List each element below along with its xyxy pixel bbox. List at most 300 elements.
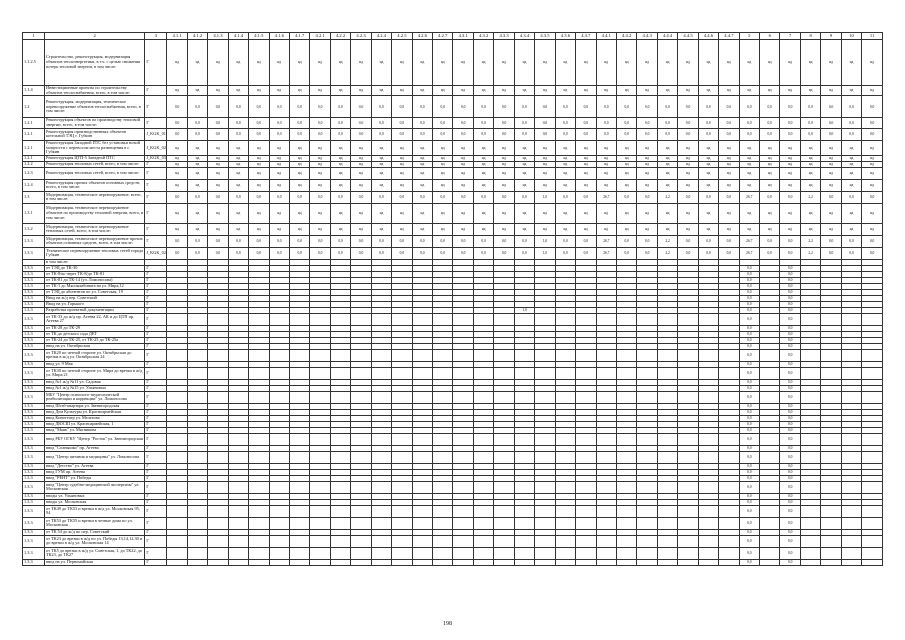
row-unit: Г bbox=[145, 469, 167, 475]
value-cell: нд bbox=[678, 140, 698, 155]
value-cell bbox=[637, 535, 657, 547]
value-cell bbox=[187, 367, 207, 379]
value-cell bbox=[862, 433, 883, 445]
value-cell: 0,0 bbox=[780, 547, 800, 559]
value-cell bbox=[494, 451, 514, 463]
value-cell bbox=[433, 559, 453, 565]
row-name: в том числе: bbox=[45, 259, 145, 265]
value-cell: 0,0 bbox=[760, 235, 780, 247]
value-cell: 0,0 bbox=[739, 391, 759, 403]
value-cell: 0,0 bbox=[310, 118, 330, 128]
value-cell bbox=[453, 451, 473, 463]
value-cell: нд bbox=[678, 203, 698, 223]
value-cell bbox=[841, 481, 861, 493]
value-cell: нд bbox=[228, 140, 248, 155]
value-cell: нд bbox=[433, 179, 453, 191]
value-cell bbox=[657, 481, 677, 493]
value-cell bbox=[535, 313, 555, 325]
value-cell: нд bbox=[228, 40, 248, 86]
value-cell: 0,0 bbox=[862, 191, 883, 203]
value-cell: нд bbox=[310, 155, 330, 161]
row-name: Реконструкция, модернизация, техническое перевооружение объектов теплоснабжения, всего, в том числе: bbox=[45, 96, 145, 118]
value-cell: нд bbox=[494, 179, 514, 191]
value-cell: нд bbox=[800, 167, 820, 179]
value-cell: 0,0 bbox=[330, 96, 350, 118]
value-cell: 0,0 bbox=[167, 96, 187, 118]
value-cell: 0,0 bbox=[698, 118, 718, 128]
value-cell bbox=[433, 517, 453, 529]
value-cell: 0,0 bbox=[862, 235, 883, 247]
value-cell bbox=[678, 481, 698, 493]
value-cell: 0,0 bbox=[780, 118, 800, 128]
value-cell bbox=[841, 451, 861, 463]
value-cell: нд bbox=[167, 40, 187, 86]
value-cell bbox=[167, 367, 187, 379]
row-name: ввод "Центр судебно-медицинской экспертизы" ул. Московская bbox=[45, 481, 145, 493]
value-cell bbox=[719, 367, 739, 379]
value-cell: нд bbox=[187, 140, 207, 155]
row-name: вводы ул. Московская bbox=[45, 499, 145, 505]
value-cell: 0,0 bbox=[453, 191, 473, 203]
value-cell: 0,0 bbox=[780, 128, 800, 140]
value-cell bbox=[187, 313, 207, 325]
value-cell: 0,0 bbox=[739, 421, 759, 427]
value-cell: 26,7 bbox=[739, 191, 759, 203]
value-cell bbox=[760, 451, 780, 463]
value-cell: 0,0 bbox=[167, 191, 187, 203]
row-code: 1.2 bbox=[23, 96, 45, 118]
value-cell: 0,0 bbox=[862, 128, 883, 140]
row-code: 1.3.3 bbox=[23, 409, 45, 415]
value-cell bbox=[616, 391, 636, 403]
value-cell bbox=[208, 505, 228, 517]
value-cell: 0,0 bbox=[289, 96, 309, 118]
value-cell bbox=[473, 481, 493, 493]
row-name: Реконструкция объектов по производству тепловой энергии, всего, в том числе: bbox=[45, 118, 145, 128]
value-cell bbox=[514, 391, 534, 403]
value-cell: 0,0 bbox=[841, 247, 861, 259]
row-unit: J_KGK_02 bbox=[145, 140, 167, 155]
value-cell: 0,0 bbox=[289, 247, 309, 259]
value-cell bbox=[862, 367, 883, 379]
value-cell: нд bbox=[576, 140, 596, 155]
value-cell: нд bbox=[473, 155, 493, 161]
row-unit: Г bbox=[145, 337, 167, 343]
value-cell bbox=[473, 559, 493, 565]
row-name: от ТК23 до врезки в ж/д по ул. Победы 13,14,12,30 и до врезки в ж/д ул. Московская 14 bbox=[45, 535, 145, 547]
row-unit: Г bbox=[145, 277, 167, 283]
value-cell: 0,0 bbox=[780, 499, 800, 505]
row-code: 1.3.3 bbox=[23, 415, 45, 421]
value-cell bbox=[800, 481, 820, 493]
header-cell: 5 bbox=[739, 33, 759, 40]
value-cell: 0,0 bbox=[800, 96, 820, 118]
value-cell bbox=[208, 535, 228, 547]
value-cell: 0,0 bbox=[555, 118, 575, 128]
value-cell bbox=[800, 391, 820, 403]
value-cell bbox=[208, 559, 228, 565]
value-cell bbox=[637, 433, 657, 445]
value-cell bbox=[862, 535, 883, 547]
value-cell: нд bbox=[555, 155, 575, 161]
header-cell: 4.1.3 bbox=[208, 33, 228, 40]
value-cell: нд bbox=[208, 40, 228, 86]
table-row bbox=[23, 547, 883, 559]
row-code: 1.2.4 bbox=[23, 179, 45, 191]
value-cell: нд bbox=[494, 161, 514, 167]
value-cell: 0,0 bbox=[780, 277, 800, 283]
value-cell: нд bbox=[657, 203, 677, 223]
value-cell: 0,0 bbox=[473, 247, 493, 259]
value-cell: 0,0 bbox=[780, 289, 800, 295]
value-cell: нд bbox=[739, 140, 759, 155]
value-cell bbox=[841, 313, 861, 325]
value-cell: 1,0 bbox=[535, 247, 555, 259]
value-cell: нд bbox=[453, 223, 473, 235]
value-cell bbox=[351, 349, 371, 361]
value-cell: 0,0 bbox=[739, 451, 759, 463]
value-cell: нд bbox=[310, 40, 330, 86]
table-row bbox=[23, 349, 883, 361]
value-cell: нд bbox=[351, 161, 371, 167]
value-cell: нд bbox=[167, 155, 187, 161]
value-cell bbox=[208, 313, 228, 325]
value-cell: 0,0 bbox=[208, 235, 228, 247]
row-code: 1.3.3 bbox=[23, 463, 45, 469]
value-cell: нд bbox=[228, 155, 248, 161]
value-cell bbox=[371, 481, 391, 493]
row-name: Реконструкция ЦТП-5 Западной ПТС bbox=[45, 155, 145, 161]
value-cell bbox=[637, 517, 657, 529]
value-cell: нд bbox=[208, 223, 228, 235]
value-cell bbox=[310, 517, 330, 529]
value-cell: нд bbox=[657, 140, 677, 155]
value-cell: 0,0 bbox=[780, 96, 800, 118]
value-cell: нд bbox=[616, 86, 636, 96]
value-cell: нд bbox=[596, 161, 616, 167]
value-cell bbox=[473, 517, 493, 529]
value-cell: нд bbox=[453, 161, 473, 167]
value-cell: нд bbox=[433, 223, 453, 235]
value-cell bbox=[800, 505, 820, 517]
header-cell: 4.3.3 bbox=[494, 33, 514, 40]
value-cell bbox=[208, 547, 228, 559]
value-cell bbox=[535, 451, 555, 463]
value-cell bbox=[821, 481, 841, 493]
row-unit: Г bbox=[145, 167, 167, 179]
value-cell: нд bbox=[596, 140, 616, 155]
value-cell bbox=[535, 391, 555, 403]
value-cell bbox=[760, 313, 780, 325]
value-cell: 0,0 bbox=[739, 367, 759, 379]
value-cell: нд bbox=[289, 161, 309, 167]
value-cell: нд bbox=[371, 86, 391, 96]
value-cell bbox=[576, 313, 596, 325]
value-cell: 0,0 bbox=[351, 247, 371, 259]
value-cell: 0,0 bbox=[739, 337, 759, 343]
value-cell bbox=[862, 451, 883, 463]
value-cell bbox=[473, 547, 493, 559]
value-cell: нд bbox=[514, 179, 534, 191]
value-cell bbox=[167, 547, 187, 559]
value-cell: 0,0 bbox=[433, 96, 453, 118]
value-cell: 0,0 bbox=[514, 191, 534, 203]
value-cell bbox=[330, 535, 350, 547]
value-cell: 0,0 bbox=[371, 128, 391, 140]
value-cell bbox=[535, 349, 555, 361]
value-cell: нд bbox=[780, 223, 800, 235]
value-cell: 0,0 bbox=[739, 403, 759, 409]
table-row bbox=[23, 179, 883, 191]
row-unit: Г bbox=[145, 451, 167, 463]
value-cell: 0,0 bbox=[821, 96, 841, 118]
value-cell bbox=[678, 517, 698, 529]
header-cell: 10 bbox=[841, 33, 861, 40]
value-cell bbox=[698, 547, 718, 559]
value-cell bbox=[841, 547, 861, 559]
row-code: 1.3.3 bbox=[23, 301, 45, 307]
value-cell bbox=[535, 517, 555, 529]
value-cell: 0,0 bbox=[780, 301, 800, 307]
value-cell: нд bbox=[616, 40, 636, 86]
value-cell bbox=[392, 367, 412, 379]
value-cell: нд bbox=[862, 161, 883, 167]
value-cell bbox=[514, 481, 534, 493]
value-cell: нд bbox=[187, 179, 207, 191]
value-cell bbox=[576, 391, 596, 403]
value-cell: 0,0 bbox=[780, 379, 800, 385]
value-cell bbox=[269, 349, 289, 361]
row-unit: Г bbox=[145, 433, 167, 445]
value-cell: 0,0 bbox=[473, 96, 493, 118]
value-cell: 0,0 bbox=[228, 235, 248, 247]
table-row bbox=[23, 167, 883, 179]
row-code: 1.2.1 bbox=[23, 118, 45, 128]
value-cell: нд bbox=[330, 155, 350, 161]
header-cell: 11 bbox=[862, 33, 883, 40]
value-cell: нд bbox=[616, 155, 636, 161]
table-row bbox=[23, 140, 883, 155]
row-name: ввод на ул. Первомайская bbox=[45, 559, 145, 565]
value-cell bbox=[596, 517, 616, 529]
value-cell: нд bbox=[392, 179, 412, 191]
row-unit: J_KGK_03 bbox=[146, 155, 166, 161]
value-cell bbox=[637, 367, 657, 379]
value-cell: нд bbox=[739, 203, 759, 223]
value-cell: 0,0 bbox=[371, 247, 391, 259]
value-cell: нд bbox=[821, 179, 841, 191]
row-unit: Г bbox=[145, 203, 167, 223]
value-cell: нд bbox=[637, 155, 657, 161]
row-name: Реконструкция прочих объектов основных средств, всего, в том числе: bbox=[45, 179, 145, 191]
value-cell bbox=[678, 505, 698, 517]
row-code: 1.3.3 bbox=[23, 391, 45, 403]
value-cell bbox=[473, 433, 493, 445]
row-code: 1.3.3 bbox=[23, 265, 45, 271]
row-code: 1.3.3 bbox=[23, 517, 45, 529]
value-cell: нд bbox=[249, 86, 269, 96]
value-cell: нд bbox=[289, 203, 309, 223]
value-cell bbox=[433, 547, 453, 559]
header-cell: 4.2.3 bbox=[351, 33, 371, 40]
value-cell bbox=[433, 433, 453, 445]
value-cell: нд bbox=[800, 223, 820, 235]
row-unit: Г bbox=[145, 547, 167, 559]
value-cell: нд bbox=[371, 203, 391, 223]
value-cell: нд bbox=[739, 161, 759, 167]
value-cell: нд bbox=[719, 161, 739, 167]
value-cell: 2,2 bbox=[657, 191, 677, 203]
value-cell bbox=[167, 481, 187, 493]
value-cell bbox=[310, 505, 330, 517]
value-cell bbox=[576, 517, 596, 529]
value-cell bbox=[698, 313, 718, 325]
value-cell: нд bbox=[739, 179, 759, 191]
value-cell bbox=[187, 517, 207, 529]
value-cell: 0,0 bbox=[269, 247, 289, 259]
value-cell: нд bbox=[269, 203, 289, 223]
value-cell: 0,0 bbox=[187, 96, 207, 118]
row-unit: Г bbox=[145, 493, 167, 499]
value-cell: 0,0 bbox=[228, 96, 248, 118]
value-cell bbox=[576, 367, 596, 379]
row-code: 1.3.1 bbox=[23, 203, 45, 223]
value-cell: нд bbox=[494, 140, 514, 155]
value-cell: 0,0 bbox=[249, 235, 269, 247]
value-cell bbox=[678, 559, 698, 565]
value-cell bbox=[657, 559, 677, 565]
value-cell: нд bbox=[841, 179, 861, 191]
value-cell: нд bbox=[535, 86, 555, 96]
value-cell bbox=[698, 391, 718, 403]
row-unit: Г bbox=[145, 427, 167, 433]
value-cell: нд bbox=[862, 40, 883, 86]
row-name: от ТК-1 до Мясокомбината на ул. Мира,12 bbox=[45, 283, 145, 289]
value-cell bbox=[514, 433, 534, 445]
value-cell bbox=[535, 367, 555, 379]
value-cell: 2,2 bbox=[800, 247, 820, 259]
header-cell: 4.3.4 bbox=[514, 33, 534, 40]
value-cell: 0,0 bbox=[841, 191, 861, 203]
row-code: 1.3.3 bbox=[23, 277, 45, 283]
value-cell bbox=[494, 535, 514, 547]
value-cell bbox=[412, 535, 432, 547]
row-name: ввод Штаб-квартира ул. Звенигородская bbox=[45, 403, 145, 409]
row-unit: Г bbox=[145, 313, 167, 325]
value-cell: нд bbox=[596, 167, 616, 179]
value-cell: нд bbox=[249, 223, 269, 235]
value-cell bbox=[555, 517, 575, 529]
value-cell: нд bbox=[371, 223, 391, 235]
value-cell: нд bbox=[657, 40, 677, 86]
value-cell bbox=[228, 535, 248, 547]
value-cell bbox=[555, 349, 575, 361]
value-cell bbox=[228, 547, 248, 559]
value-cell: нд bbox=[228, 86, 248, 96]
value-cell: 0,0 bbox=[596, 96, 616, 118]
header-cell: 4.4.2 bbox=[616, 33, 636, 40]
value-cell: 0,0 bbox=[371, 235, 391, 247]
value-cell: 0,0 bbox=[800, 128, 820, 140]
value-cell: нд bbox=[616, 203, 636, 223]
value-cell bbox=[351, 547, 371, 559]
value-cell bbox=[269, 505, 289, 517]
row-code: 1.3.3 bbox=[23, 535, 45, 547]
header-cell: 4.1.5 bbox=[249, 33, 269, 40]
value-cell: нд bbox=[494, 223, 514, 235]
row-name: от ТК-81 до ТК-14 (ул. Ломоносова) bbox=[45, 277, 145, 283]
row-unit: Г bbox=[145, 161, 167, 167]
row-name: МБУ "Центр психолого-педагогической реабилитации и коррекции" ул. Ломоносова bbox=[45, 391, 145, 403]
value-cell: 0,0 bbox=[330, 235, 350, 247]
value-cell bbox=[269, 559, 289, 565]
value-cell bbox=[862, 391, 883, 403]
value-cell: нд bbox=[780, 161, 800, 167]
row-unit: Г bbox=[145, 118, 167, 128]
value-cell: нд bbox=[453, 140, 473, 155]
value-cell bbox=[187, 391, 207, 403]
value-cell: нд bbox=[208, 155, 228, 161]
row-unit: Г bbox=[145, 385, 167, 391]
value-cell bbox=[392, 535, 412, 547]
row-name: ввод ДЮСШ ул. Красноармейская, 1 bbox=[45, 421, 145, 427]
value-cell: 0,0 bbox=[433, 128, 453, 140]
value-cell bbox=[228, 433, 248, 445]
value-cell bbox=[187, 559, 207, 565]
value-cell: нд bbox=[412, 167, 432, 179]
value-cell bbox=[249, 367, 269, 379]
value-cell: 0,0 bbox=[780, 313, 800, 325]
value-cell: нд bbox=[637, 140, 657, 155]
row-unit: Г bbox=[145, 475, 167, 481]
row-code: 1.3.3 bbox=[23, 547, 45, 559]
value-cell bbox=[228, 451, 248, 463]
value-cell: 0,0 bbox=[739, 277, 759, 283]
table-row bbox=[23, 86, 883, 96]
value-cell: 0,0 bbox=[698, 96, 718, 118]
value-cell: нд bbox=[228, 223, 248, 235]
value-cell: 0,0 bbox=[780, 559, 800, 565]
value-cell: 0,0 bbox=[821, 235, 841, 247]
row-unit: Г bbox=[145, 265, 167, 271]
value-cell bbox=[596, 433, 616, 445]
value-cell bbox=[616, 505, 636, 517]
value-cell bbox=[576, 451, 596, 463]
value-cell: нд bbox=[678, 223, 698, 235]
value-cell: 0,0 bbox=[453, 247, 473, 259]
value-cell: нд bbox=[351, 223, 371, 235]
row-code: 1.2.1 bbox=[23, 128, 45, 140]
value-cell bbox=[841, 505, 861, 517]
value-cell: нд bbox=[310, 140, 330, 155]
value-cell: нд bbox=[514, 203, 534, 223]
value-cell bbox=[412, 547, 432, 559]
value-cell: нд bbox=[433, 40, 453, 86]
value-cell bbox=[657, 367, 677, 379]
value-cell: 0,0 bbox=[739, 415, 759, 421]
value-cell bbox=[637, 313, 657, 325]
row-unit: Г bbox=[145, 481, 167, 493]
value-cell: 0,0 bbox=[330, 118, 350, 128]
value-cell bbox=[555, 313, 575, 325]
value-cell: нд bbox=[473, 223, 493, 235]
value-cell bbox=[310, 547, 330, 559]
value-cell: 0,0 bbox=[208, 191, 228, 203]
value-cell: 0,0 bbox=[208, 247, 228, 259]
value-cell: 0,0 bbox=[412, 235, 432, 247]
value-cell bbox=[760, 433, 780, 445]
value-cell bbox=[760, 505, 780, 517]
